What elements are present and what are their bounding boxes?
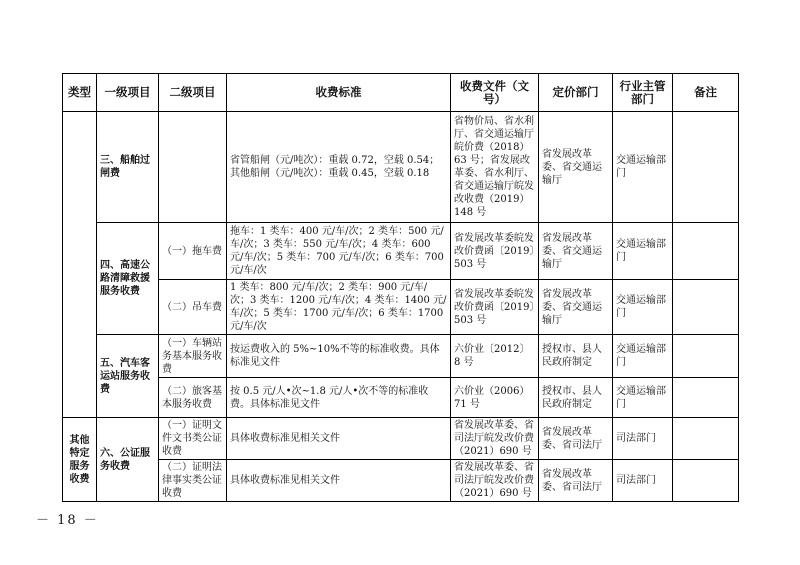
header-document: 收费文件（文号） (451, 74, 539, 112)
level2-cell (159, 112, 227, 223)
remark-cell (673, 280, 739, 335)
level1-cell: 四、高速公路清障救援服务收费 (97, 223, 159, 335)
table-row (63, 112, 739, 223)
industry-dept-cell: 交通运输部门 (613, 280, 673, 335)
pricing-dept-cell: 省发展改革委、省交通运输厅 (539, 112, 613, 223)
level2-cell: （一）车辆站务基本服务收费 (159, 335, 227, 378)
level1-cell: 六、公证服务收费 (97, 418, 159, 502)
remark-cell (673, 378, 739, 418)
page-number: － 18 － (36, 513, 99, 528)
pricing-dept-cell: 授权市、县人民政府制定 (539, 335, 613, 378)
pricing-dept-cell: 省发展改革委、省交通运输厅 (539, 223, 613, 280)
industry-dept-cell: 交通运输部门 (613, 223, 673, 280)
remark-cell (673, 335, 739, 378)
table-header-row (63, 74, 739, 112)
table-row (63, 460, 739, 502)
level1-cell: 五、汽车客运站服务收费 (97, 335, 159, 418)
document-cell: 六价业〔2012〕8 号 (451, 335, 539, 378)
remark-cell (673, 418, 739, 460)
level2-cell: （一）拖车费 (159, 223, 227, 280)
header-level2: 二级项目 (159, 74, 227, 112)
document-cell: 省物价局、省水利厅、省交通运输厅皖价费（2018）63 号；省发展改革委、省水利厅、省交通运输厅皖发改收费（2019）148 号 (451, 112, 539, 223)
fee-table (62, 73, 739, 502)
header-industry-dept-line2: 部门 (631, 91, 654, 106)
industry-dept-cell: 交通运输部门 (613, 378, 673, 418)
standard-cell: 具体收费标准见相关文件 (227, 418, 451, 460)
pricing-dept-cell: 省发展改革委、省交通运输厅 (539, 280, 613, 335)
level1-cell: 三、船舶过闸费 (97, 112, 159, 223)
header-standard: 收费标准 (227, 74, 451, 112)
level2-cell: （一）证明文件文书类公证收费 (159, 418, 227, 460)
industry-dept-cell: 司法部门 (613, 460, 673, 502)
level2-cell: （二）旅客基本服务收费 (159, 378, 227, 418)
industry-dept-cell: 交通运输部门 (613, 112, 673, 223)
table-row (63, 418, 739, 460)
standard-cell: 省管船闸（元/吨次）：重载 0.72，空载 0.54；其他船闸（元/吨次）：重载 0.45，空载 0.18 (227, 112, 451, 223)
table-row (63, 280, 739, 335)
header-category: 类型 (63, 74, 97, 112)
pricing-dept-cell: 授权市、县人民政府制定 (539, 378, 613, 418)
standard-cell: 具体收费标准见相关文件 (227, 460, 451, 502)
document-cell: 六价业（2006）71 号 (451, 378, 539, 418)
industry-dept-cell: 交通运输部门 (613, 335, 673, 378)
table-row (63, 335, 739, 378)
standard-cell: 拖车：1 类车：400 元/车/次；2 类车：500 元/车/次；3 类车：550 元/车/次；4 类车：600 元/车/次；5 类车：700 元/车/次；6 类车：700 元/车/次 (227, 223, 451, 280)
table-row (63, 223, 739, 280)
standard-cell: 按运费收入的 5%~10%不等的标准收费。具体标准见文件 (227, 335, 451, 378)
remark-cell (673, 112, 739, 223)
level2-cell: （二）证明法律事实类公证收费 (159, 460, 227, 502)
category-cell: 其他特定服务收费 (63, 418, 97, 502)
category-cell-empty (63, 112, 97, 418)
document-cell: 省发展改革委、省司法厅皖发改价费（2021）690 号 (451, 460, 539, 502)
header-remark: 备注 (673, 74, 739, 112)
document-cell: 省发展改革委、省司法厅皖发改价费（2021）690 号 (451, 418, 539, 460)
pricing-dept-cell: 省发展改革委、省司法厅 (539, 418, 613, 460)
pricing-dept-cell: 省发展改革委、省司法厅 (539, 460, 613, 502)
header-level1: 一级项目 (97, 74, 159, 112)
remark-cell (673, 460, 739, 502)
header-industry-dept (613, 74, 673, 112)
level2-cell: （二）吊车费 (159, 280, 227, 335)
standard-cell: 按 0.5 元/人•次~1.8 元/人•次不等的标准收费。具体标准见文件 (227, 378, 451, 418)
document-cell: 省发展改革委皖发改价费函〔2019〕503 号 (451, 223, 539, 280)
document-cell: 省发展改革委皖发改价费函〔2019〕503 号 (451, 280, 539, 335)
header-industry-dept-line1: 行业主管 (619, 78, 666, 93)
industry-dept-cell: 司法部门 (613, 418, 673, 460)
table-row (63, 378, 739, 418)
remark-cell (673, 223, 739, 280)
standard-cell: 1 类车：800 元/车/次；2 类车：900 元/车/次；3 类车：1200 元/车/次；4 类车：1400 元/车/次；5 类车：1700 元/车/次；6 类车：1700 元/车/次 (227, 280, 451, 335)
header-pricing-dept: 定价部门 (539, 74, 613, 112)
